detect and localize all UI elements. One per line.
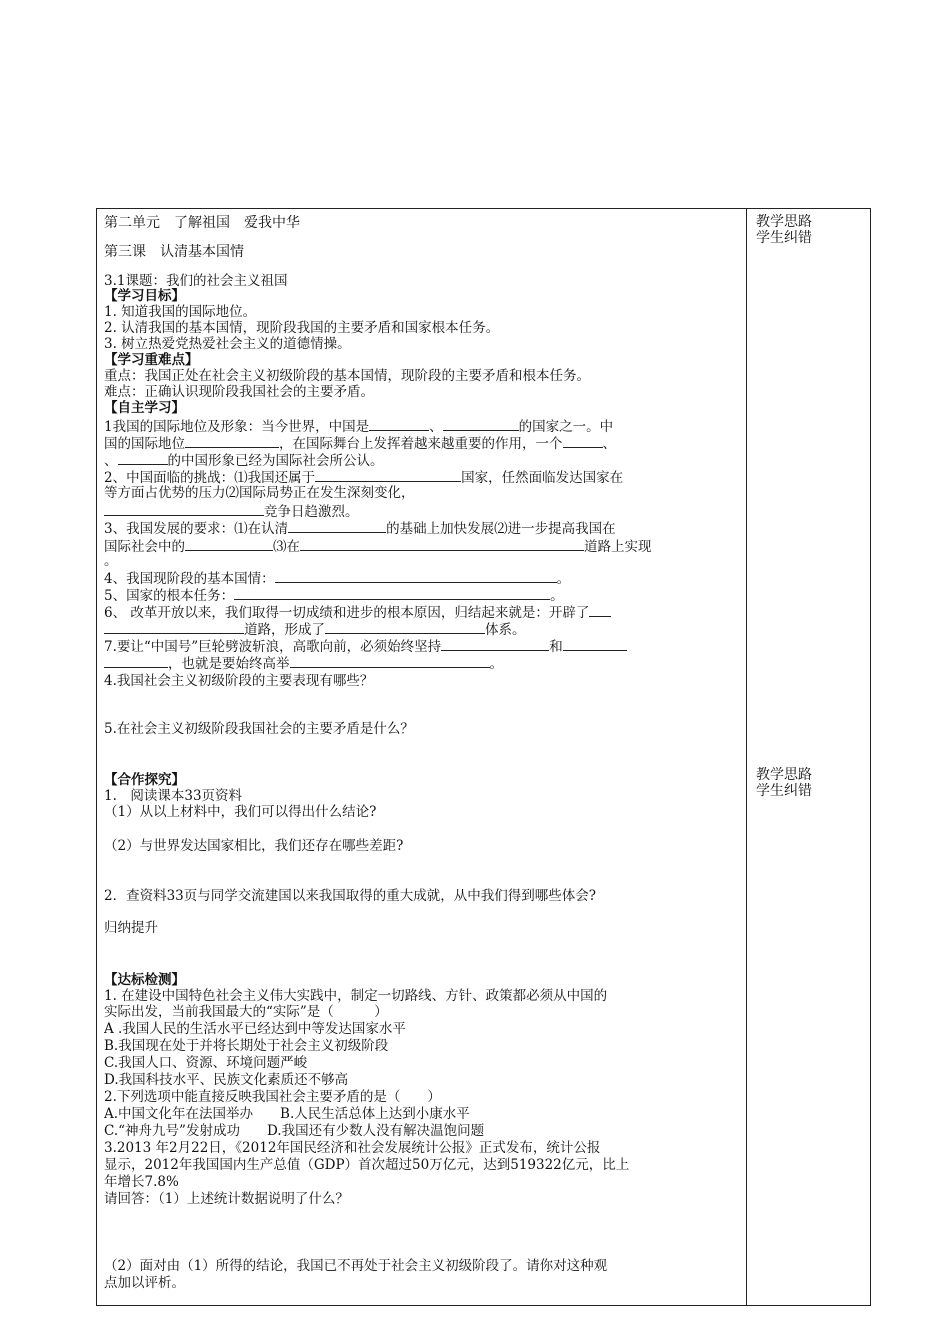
blank[interactable] bbox=[185, 434, 279, 448]
goal-item: 2. 认清我国的基本国情，现阶段我国的主要矛盾和国家根本任务。 bbox=[104, 320, 500, 336]
blank[interactable] bbox=[118, 451, 168, 465]
blank[interactable] bbox=[288, 519, 386, 533]
question-2-line-3: 竞争日趋激烈。 bbox=[104, 502, 740, 520]
side-column-header-bottom bbox=[756, 767, 812, 799]
question-7-line-1: 7.要让“中国号”巨轮劈波斩浪，高歌向前，必须始终坚持 和 bbox=[104, 637, 740, 655]
column-divider bbox=[746, 208, 747, 1306]
test-3-line-3: 年增长7.8% bbox=[104, 1174, 179, 1190]
section-goals: 【学习目标】 bbox=[104, 288, 185, 304]
test-3-question-2-line-2: 点加以评析。 bbox=[104, 1275, 185, 1291]
blank[interactable] bbox=[315, 468, 461, 482]
coop-item-1b: （2）与世界发达国家相比，我们还存在哪些差距? bbox=[104, 838, 404, 854]
question-2-line-1: 2、中国面临的挑战：⑴我国还属于 国家，任然面临发达国家在 bbox=[104, 470, 624, 486]
goal-item: 1. 知道我国的国际地位。 bbox=[104, 304, 257, 320]
question-4: 4、我国现阶段的基本国情： 。 bbox=[104, 571, 571, 587]
test-2-options-cd: C.“神舟九号”发射成功 D.我国还有少数人没有解决温饱问题 bbox=[104, 1123, 485, 1139]
test-3-line-2: 显示，2012年我国国内生产总值（GDP）首次超过50万亿元，达到519322亿元，比上 bbox=[104, 1157, 630, 1173]
question-9: 5.在社会主义初级阶段我国社会的主要矛盾是什么？ bbox=[104, 721, 414, 737]
test-1-option-c: C.我国人口、资源、环境问题严峻 bbox=[104, 1055, 308, 1071]
blank[interactable] bbox=[563, 637, 627, 651]
blank[interactable] bbox=[325, 620, 485, 634]
coop-item-2: 2．查资料33页与同学交流建国以来我国取得的重大成就，从中我们得到哪些体会? bbox=[104, 888, 597, 904]
blank[interactable] bbox=[290, 654, 490, 668]
topic-title: 3.1课题：我们的社会主义祖国 bbox=[104, 273, 288, 289]
section-test: 【达标检测】 bbox=[104, 972, 185, 988]
blank[interactable] bbox=[300, 537, 584, 551]
section-self-study: 【自主学习】 bbox=[104, 400, 185, 416]
blank[interactable] bbox=[369, 417, 429, 431]
section-cooperation: 【合作探究】 bbox=[104, 772, 185, 788]
blank[interactable] bbox=[185, 537, 273, 551]
side-column-header-top bbox=[756, 214, 812, 246]
test-1-line-2: 实际出发，当前我国最大的“实际”是（ ） bbox=[104, 1004, 388, 1020]
blank[interactable] bbox=[104, 502, 264, 516]
question-1-line-3: 、 的中国形象已经为国际社会所公认。 bbox=[104, 453, 384, 469]
test-3-line-1: 3.2013 年2月22日，《2012年国民经济和社会发展统计公报》正式发布，统计公报 bbox=[104, 1140, 601, 1156]
test-1-line-1: 1. 在建设中国特色社会主义伟大实践中，制定一切路线、方针、政策都必须从中国的 bbox=[104, 988, 608, 1004]
blank[interactable] bbox=[104, 620, 244, 634]
side-label-correction: 学生纠错 bbox=[756, 783, 812, 799]
question-3-line-3: 。 bbox=[104, 553, 118, 569]
key-focus: 重点：我国正处在社会主义初级阶段的基本国情，现阶段的主要矛盾和根本任务。 bbox=[104, 368, 590, 384]
test-1-option-b: B.我国现在处于并将长期处于社会主义初级阶段 bbox=[104, 1038, 389, 1054]
coop-item-1: 1. 阅读课本33页资料 bbox=[104, 788, 243, 804]
key-difficulty: 难点：正确认识现阶段我国社会的主要矛盾。 bbox=[104, 384, 374, 400]
blank[interactable] bbox=[275, 569, 557, 583]
unit-title: 第二单元 了解祖国 爱我中华 bbox=[104, 215, 300, 231]
lesson-title: 第三课 认清基本国情 bbox=[104, 244, 244, 260]
question-1-line-2: 国的国际地位 ，在国际舞台上发挥着越来越重要的作用，一个 、 bbox=[104, 436, 616, 452]
test-1-option-d: D.我国科技水平、民族文化素质还不够高 bbox=[104, 1072, 349, 1088]
goal-item: 3. 树立热爱党热爱社会主义的道德情操。 bbox=[104, 336, 351, 352]
blank[interactable] bbox=[563, 434, 603, 448]
test-2-question: 2.下列选项中能直接反映我国社会主要矛盾的是（ ） bbox=[104, 1089, 441, 1105]
blank[interactable] bbox=[589, 603, 611, 617]
side-label-teaching: 教学思路 bbox=[756, 214, 812, 230]
blank[interactable] bbox=[234, 586, 550, 600]
question-2-line-2: 等方面占优势的压力⑵国际局势正在发生深刻变化， bbox=[104, 485, 415, 501]
test-3-question-1: 请回答：（1）上述统计数据说明了什么？ bbox=[104, 1191, 349, 1207]
side-label-correction: 学生纠错 bbox=[756, 230, 812, 246]
coop-item-1a: （1）从以上材料中，我们可以得出什么结论? bbox=[104, 804, 377, 820]
blank[interactable] bbox=[441, 637, 549, 651]
question-6-line-2: 道路，形成了 体系。 bbox=[104, 620, 740, 638]
section-keys: 【学习重难点】 bbox=[104, 352, 199, 368]
summary-heading: 归纳提升 bbox=[104, 920, 158, 936]
test-3-question-2-line-1: （2）面对由（1）所得的结论，我国已不再处于社会主义初级阶段了。请你对这种观 bbox=[104, 1258, 608, 1274]
test-1-option-a: A .我国人民的生活水平已经达到中等发达国家水平 bbox=[104, 1021, 406, 1037]
blank[interactable] bbox=[443, 417, 519, 431]
question-5: 5、国家的根本任务： 。 bbox=[104, 588, 564, 604]
question-6-line-1: 6、 改革开放以来，我们取得一切成绩和进步的根本原因，归结起来就是：开辟了 bbox=[104, 603, 740, 621]
test-2-options-ab: A.中国文化年在法国举办 B.人民生活总体上达到小康水平 bbox=[104, 1106, 470, 1122]
question-1-line-1: 1我国的国际地位及形象：当今世界，中国是 、 的国家之一。中 bbox=[104, 419, 614, 435]
question-3-line-1: 3、我国发展的要求：⑴在认清 的基础上加快发展⑵进一步提高我国在 bbox=[104, 521, 616, 537]
question-7-line-2: ，也就是要始终高举 。 bbox=[104, 654, 740, 672]
side-label-teaching: 教学思路 bbox=[756, 767, 812, 783]
blank[interactable] bbox=[104, 654, 168, 668]
question-8: 4.我国社会主义初级阶段的主要表现有哪些？ bbox=[104, 673, 374, 689]
question-3-line-2: 国际社会中的 ⑶在 道路上实现 bbox=[104, 539, 652, 555]
